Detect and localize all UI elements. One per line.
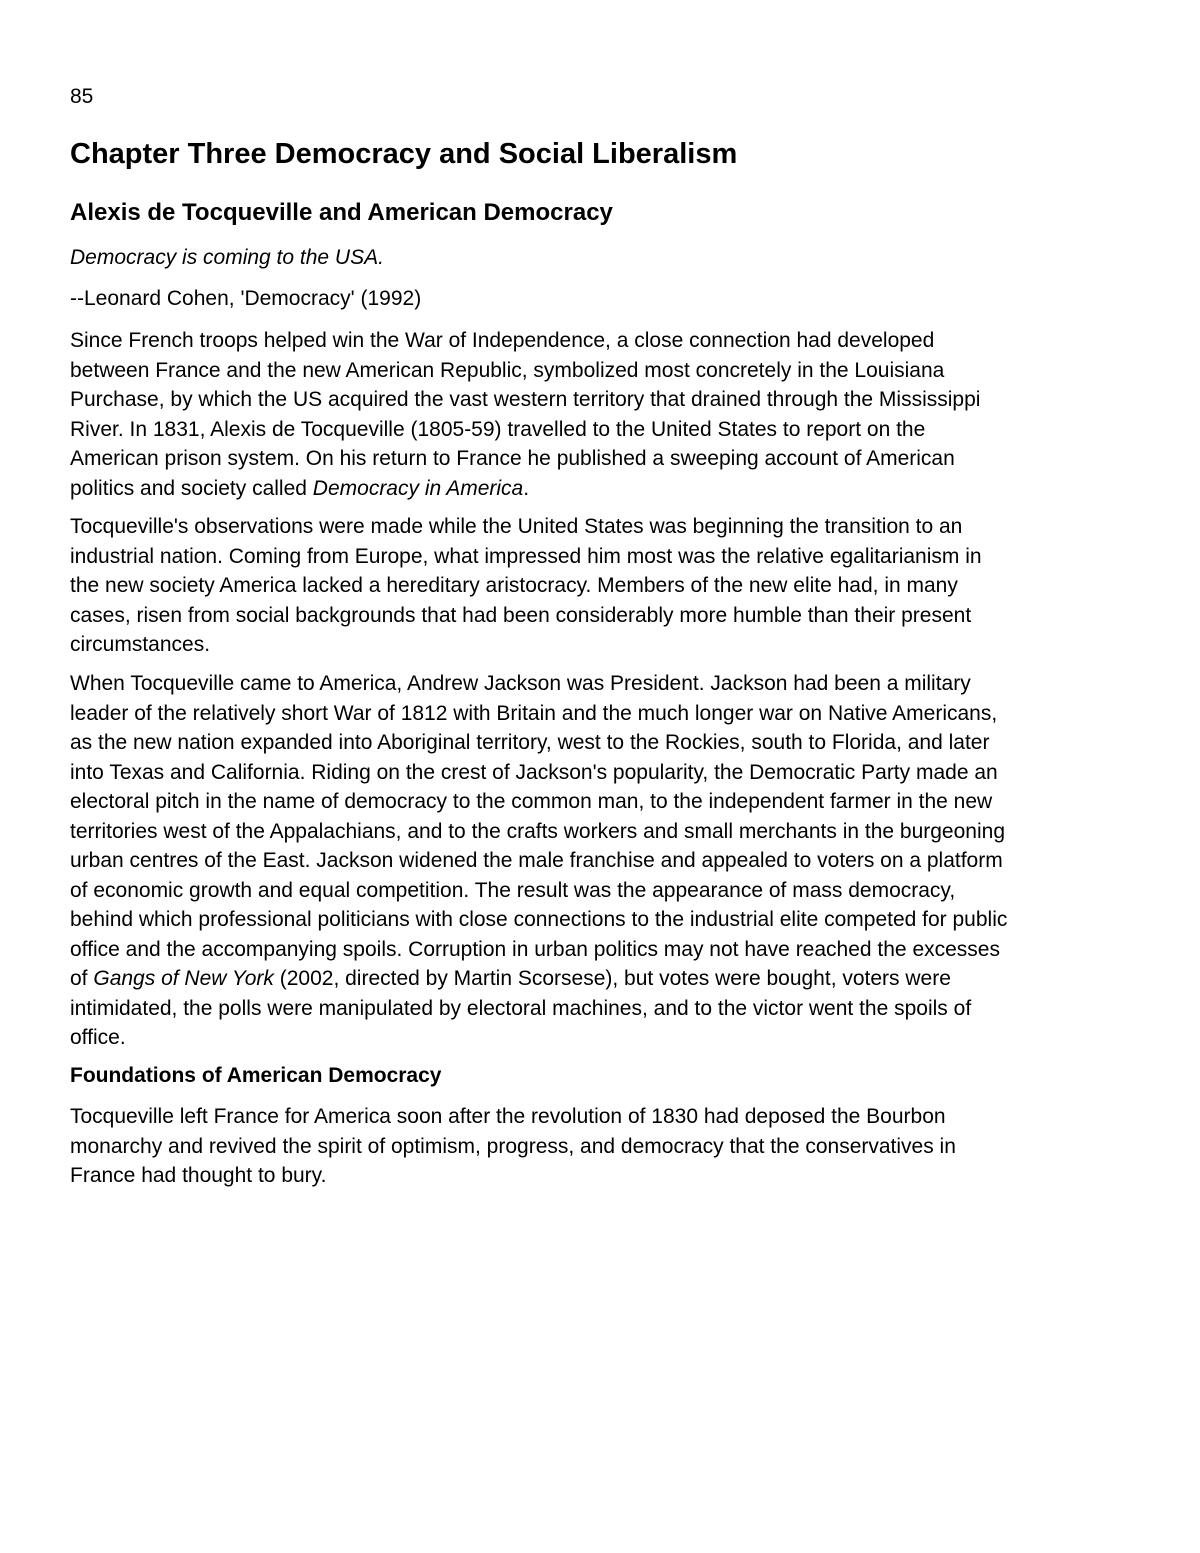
book-title: Democracy in America	[312, 476, 524, 500]
line-text: .	[523, 476, 530, 500]
paragraph-line: office and the accompanying spoils. Corruption in urban politics may not have reached the excesses	[70, 937, 1000, 961]
line-text: of	[70, 967, 94, 990]
paragraph-line: American prison system. On his return to France he published a sweeping account of American	[70, 447, 955, 470]
line-text: politics and society called	[70, 476, 313, 500]
line-text: (2002, directed by Martin Scorsese), but votes were bought, voters were	[273, 967, 951, 990]
paragraph-line: as the new nation expanded into Aboriginal territory, west to the Rockies, south to Florida, and later	[70, 731, 990, 754]
paragraph-line: Purchase, by which the US acquired the vast western territory that drained through the Mississippi	[70, 388, 981, 411]
paragraph-line: Since French troops helped win the War of Independence, a close connection had developed	[70, 329, 935, 352]
paragraph-line: River. In 1831, Alexis de Tocqueville (1805-59) travelled to the United States to report on the	[70, 417, 926, 441]
paragraph-line: monarchy and revived the spirit of optimism, progress, and democracy that the conservatives in	[70, 1134, 956, 1158]
paragraph-line: intimidated, the polls were manipulated by electoral machines, and to the victor went the spoils of	[70, 996, 972, 1020]
paragraph-line: urban centres of the East. Jackson widened the male franchise and appealed to voters on a platform	[70, 849, 1003, 872]
paragraph-line: Tocqueville's observations were made while the United States was beginning the transition to an	[70, 515, 963, 538]
paragraph-line	[70, 964, 1130, 994]
epigraph-attribution: --Leonard Cohen, 'Democracy' (1992)	[70, 287, 422, 310]
paragraph-line: cases, risen from social backgrounds that had been considerably more humble than their present	[70, 603, 972, 627]
paragraph-line: of economic growth and equal competition. The result was the appearance of mass democracy,	[70, 878, 956, 902]
paragraph-line: Tocqueville left France for America soon after the revolution of 1830 had deposed the Bourbon	[70, 1105, 946, 1128]
paragraph-line: France had thought to bury.	[70, 1164, 327, 1187]
paragraph-line: When Tocqueville came to America, Andrew Jackson was President. Jackson had been a military	[70, 672, 971, 695]
paragraph-line: leader of the relatively short War of 1812 with Britain and the much longer war on Native Americans,	[70, 701, 998, 725]
paragraph-line: territories west of the Appalachians, and to the crafts workers and small merchants in the burgeoning	[70, 819, 1005, 843]
paragraph-line: behind which professional politicians with close connections to the industrial elite competed for public	[70, 908, 1008, 931]
paragraph-line: between France and the new American Republic, symbolized most concretely in the Louisiana	[70, 358, 945, 382]
paragraph-line	[70, 474, 1130, 504]
subsection-heading: Foundations of American Democracy	[70, 1064, 442, 1087]
paragraph-3	[70, 669, 1130, 1053]
film-title: Gangs of New York	[93, 967, 274, 990]
paragraph-line: office.	[70, 1026, 126, 1049]
paragraph-line: the new society America lacked a hereditary aristocracy. Members of the new elite had, in many	[70, 574, 958, 597]
paragraph-line: into Texas and California. Riding on the crest of Jackson's popularity, the Democratic Party made an	[70, 760, 998, 784]
paragraph-2	[70, 512, 1130, 660]
page-number: 85	[70, 85, 94, 108]
section-title: Alexis de Tocqueville and American Democracy	[70, 199, 613, 226]
paragraph-4	[70, 1102, 1130, 1191]
epigraph: Democracy is coming to the USA.	[70, 246, 384, 269]
paragraph-1	[70, 326, 1130, 503]
paragraph-line: circumstances.	[70, 633, 211, 656]
paragraph-line: industrial nation. Coming from Europe, what impressed him most was the relative egalitarianism in	[70, 544, 982, 568]
chapter-title: Chapter Three Democracy and Social Liberalism	[70, 138, 738, 170]
paragraph-line: electoral pitch in the name of democracy to the common man, to the independent farmer in the new	[70, 790, 993, 813]
